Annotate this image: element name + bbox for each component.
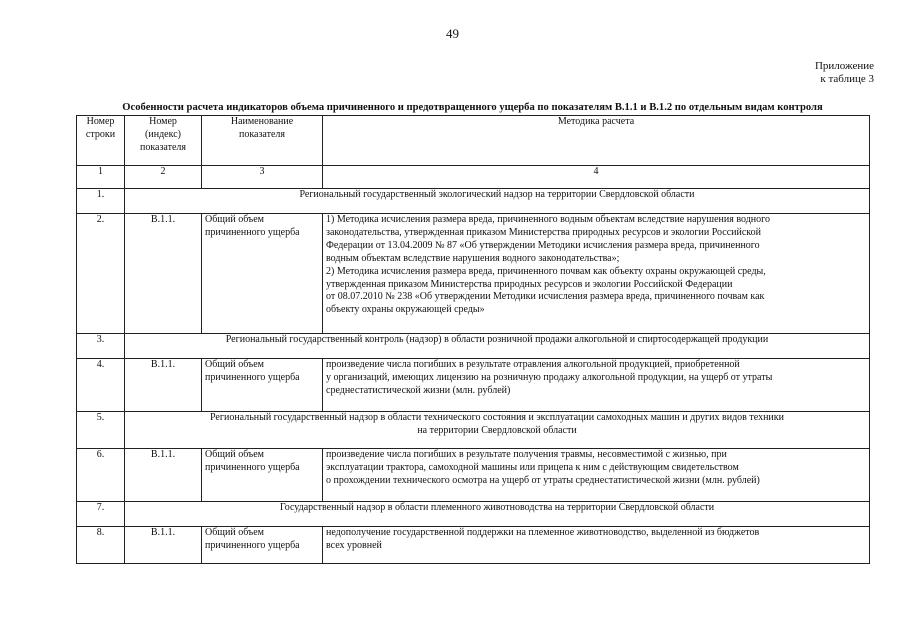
header-row-number: Номер строки	[77, 116, 125, 166]
indicator-name: Общий объем причиненного ущерба	[202, 449, 323, 502]
column-number: 4	[323, 166, 870, 189]
section-row	[77, 189, 870, 214]
indicator-index: В.1.1.	[125, 527, 202, 564]
section-row	[77, 334, 870, 359]
appendix-note	[815, 60, 874, 86]
section-title: Региональный государственный контроль (надзор) в области розничной продажи алкогольной и спиртосодержащей продукции	[125, 334, 870, 359]
header-indicator-index: Номер (индекс) показателя	[125, 116, 202, 166]
table-row	[77, 214, 870, 334]
row-number: 6.	[77, 449, 125, 502]
row-number: 4.	[77, 359, 125, 412]
row-number: 3.	[77, 334, 125, 359]
row-number: 7.	[77, 502, 125, 527]
column-number: 1	[77, 166, 125, 189]
section-title: Государственный надзор в области племенного животноводства на территории Свердловской области	[125, 502, 870, 527]
column-number-row	[77, 166, 870, 189]
indicator-name: Общий объем причиненного ущерба	[202, 214, 323, 334]
table-row	[77, 449, 870, 502]
header-row	[77, 116, 870, 166]
document-title: Особенности расчета индикаторов объема причиненного и предотвращенного ущерба по показателям В.1.1 и В.1.2 по отдельным видам контроля	[122, 102, 823, 113]
row-number: 8.	[77, 527, 125, 564]
indicator-index: В.1.1.	[125, 214, 202, 334]
indicator-index: В.1.1.	[125, 449, 202, 502]
section-row	[77, 502, 870, 527]
row-number: 5.	[77, 412, 125, 449]
appendix-line-1: Приложение	[814, 60, 874, 72]
indicator-name: Общий объем причиненного ущерба	[202, 359, 323, 412]
calculation-method: произведение числа погибших в результате отравления алкогольной продукцией, приобретенной у организаций, имеющих лицензию на розничную продажу алкогольной продукции, на ущерб от утраты среднестатистической жизни (млн. рублей)	[323, 359, 870, 412]
column-number: 2	[125, 166, 202, 189]
indicator-name: Общий объем причиненного ущерба	[202, 527, 323, 564]
table-row	[77, 359, 870, 412]
calculation-table	[76, 115, 870, 564]
section-title: Региональный государственный экологический надзор на территории Свердловской области	[125, 189, 870, 214]
calculation-method: 1) Методика исчисления размера вреда, причиненного водным объектам вследствие нарушения водного законодательства, утвержденная приказом Министерства природных ресурсов и экологии Российской Федерации от 13.04.2009 № 87 «Об утверждении Методики исчисления размера вреда, причиненного водным объектам вследствие нарушения водного законодательства»; 2) Методика исчисления размера вреда, причиненного почвам как объекту охраны окружающей среды, утвержденная приказом Министерства природных ресурсов и экологии Российской Федерации от 08.07.2010 № 238 «Об утверждении Методики исчисления размера вреда, причиненного почвам как объекту охраны окружающей среды»	[323, 214, 870, 334]
header-method: Методика расчета	[323, 116, 870, 166]
page-number: 49	[446, 26, 459, 41]
table-row	[77, 527, 870, 564]
section-title: Региональный государственный надзор в области технического состояния и эксплуатации самоходных машин и других видов техники на территории Свердловской области	[125, 412, 870, 449]
appendix-line-2: к таблице 3	[820, 73, 874, 85]
section-row	[77, 412, 870, 449]
row-number: 1.	[77, 189, 125, 214]
row-number: 2.	[77, 214, 125, 334]
calculation-method: произведение числа погибших в результате получения травмы, несовместимой с жизнью, при эксплуатации трактора, самоходной машины или прицепа к ним с действующим свидетельством о прохождении технического осмотра на ущерб от утраты среднестатистической жизни (млн. рублей)	[323, 449, 870, 502]
header-indicator-name: Наименование показателя	[202, 116, 323, 166]
calculation-method: недополучение государственной поддержки на племенное животноводство, выделенной из бюджетов всех уровней	[323, 527, 870, 564]
column-number: 3	[202, 166, 323, 189]
indicator-index: В.1.1.	[125, 359, 202, 412]
